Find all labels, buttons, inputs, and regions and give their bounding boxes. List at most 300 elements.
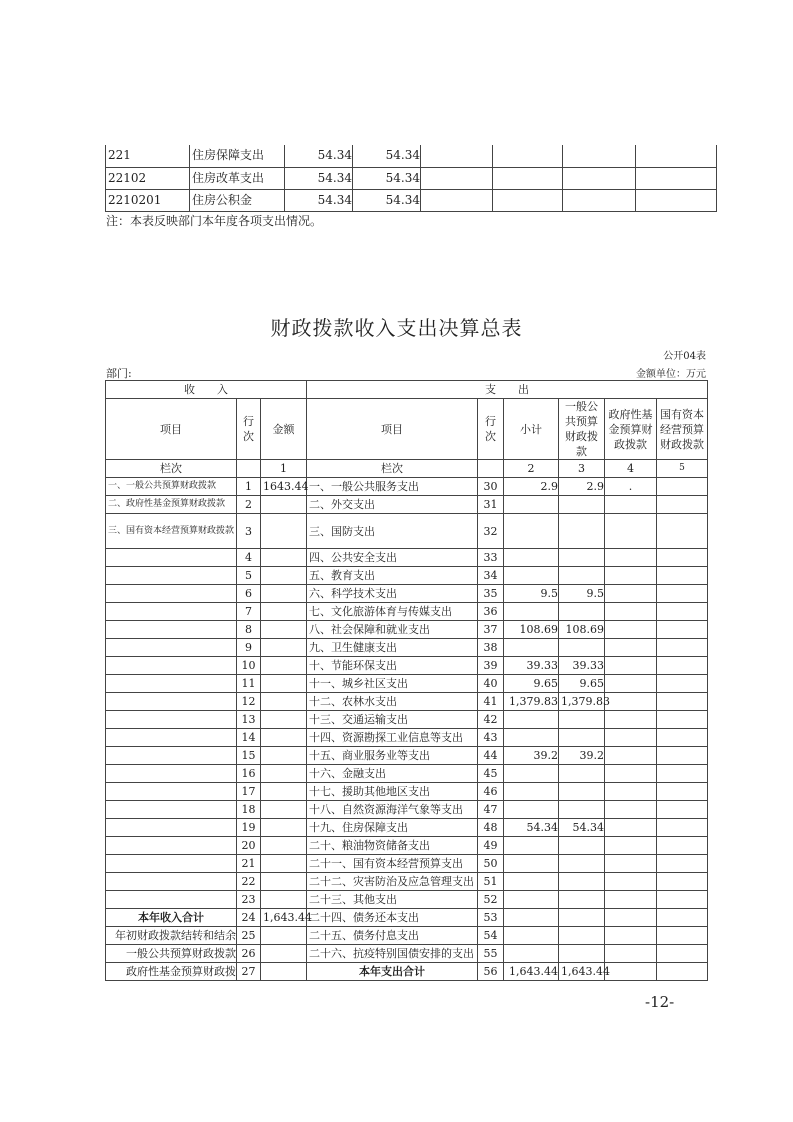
general-budget-value xyxy=(559,945,605,963)
income-item xyxy=(106,585,237,603)
general-budget-value: 108.69 xyxy=(559,621,605,639)
expense-item: 九、卫生健康支出 xyxy=(307,639,478,657)
empty-cell xyxy=(636,167,717,189)
general-budget-value xyxy=(559,711,605,729)
expense-line-no: 44 xyxy=(478,747,504,765)
state-capital-value xyxy=(657,549,708,567)
general-budget-value xyxy=(559,765,605,783)
table-row xyxy=(106,567,708,585)
table-note: 注：本表反映部门本年度各项支出情况。 xyxy=(106,214,323,228)
income-amount xyxy=(261,729,307,747)
table-row xyxy=(106,963,708,981)
income-line-no: 13 xyxy=(237,711,261,729)
gov-fund-header: 政府性基金预算财政拨款 xyxy=(605,399,657,460)
expense-item: 十二、农林水支出 xyxy=(307,693,478,711)
income-line-no: 11 xyxy=(237,675,261,693)
income-amount xyxy=(261,891,307,909)
expense-item: 十六、金融支出 xyxy=(307,765,478,783)
col-3: 3 xyxy=(559,460,605,478)
subtotal-header: 小计 xyxy=(504,399,559,460)
general-budget-value xyxy=(559,729,605,747)
general-budget-value: 2.9 xyxy=(559,478,605,496)
income-col-label: 栏次 xyxy=(106,460,237,478)
income-amount xyxy=(261,567,307,585)
expense-line-no: 50 xyxy=(478,855,504,873)
gov-fund-value xyxy=(605,657,657,675)
subtotal-value xyxy=(504,945,559,963)
table-row xyxy=(106,783,708,801)
empty-cell xyxy=(421,167,493,189)
state-capital-value xyxy=(657,514,708,549)
subtotal-value xyxy=(504,765,559,783)
empty-cell xyxy=(563,145,636,167)
subtotal-value xyxy=(504,603,559,621)
subtotal-value xyxy=(504,514,559,549)
item-code: 2210201 xyxy=(106,189,190,211)
table-row xyxy=(106,891,708,909)
income-line-no: 6 xyxy=(237,585,261,603)
expense-item: 七、文化旅游体育与传媒支出 xyxy=(307,603,478,621)
state-capital-value xyxy=(657,729,708,747)
income-item xyxy=(106,729,237,747)
table-row xyxy=(106,819,708,837)
table-row xyxy=(106,747,708,765)
table-row xyxy=(106,657,708,675)
subtotal-value xyxy=(504,729,559,747)
col-4: 4 xyxy=(605,460,657,478)
amount-total: 54.34 xyxy=(285,167,353,189)
state-capital-value xyxy=(657,478,708,496)
general-budget-value xyxy=(559,496,605,514)
subtotal-value: 1,379.83 xyxy=(504,693,559,711)
general-budget-value: 9.65 xyxy=(559,675,605,693)
subtotal-value xyxy=(504,549,559,567)
subtotal-value: 1,643.44 xyxy=(504,963,559,981)
income-item xyxy=(106,603,237,621)
general-budget-value xyxy=(559,549,605,567)
income-amount xyxy=(261,927,307,945)
expense-item: 十三、交通运输支出 xyxy=(307,711,478,729)
income-amount xyxy=(261,855,307,873)
income-item: 政府性基金预算财政拨 xyxy=(106,963,237,981)
expense-line-no: 34 xyxy=(478,567,504,585)
expense-line-no: 49 xyxy=(478,837,504,855)
amount-basic: 54.34 xyxy=(353,167,421,189)
subtotal-value xyxy=(504,496,559,514)
income-line-no: 5 xyxy=(237,567,261,585)
income-item: 一般公共预算财政拨款 xyxy=(106,945,237,963)
subtotal-value: 2.9 xyxy=(504,478,559,496)
income-amount: 1643.44 xyxy=(261,478,307,496)
subtotal-value: 39.2 xyxy=(504,747,559,765)
expense-line-no: 35 xyxy=(478,585,504,603)
gov-fund-value xyxy=(605,621,657,639)
subtotal-value xyxy=(504,783,559,801)
expense-line-no: 55 xyxy=(478,945,504,963)
income-item xyxy=(106,567,237,585)
subtotal-value: 9.65 xyxy=(504,675,559,693)
expense-item: 十九、住房保障支出 xyxy=(307,819,478,837)
table-row xyxy=(106,801,708,819)
income-line-no: 7 xyxy=(237,603,261,621)
gov-fund-value xyxy=(605,963,657,981)
general-budget-value: 1,643.44 xyxy=(559,963,605,981)
gov-fund-value xyxy=(605,891,657,909)
item-code: 221 xyxy=(106,145,190,167)
gov-fund-value xyxy=(605,837,657,855)
expense-item: 六、科学技术支出 xyxy=(307,585,478,603)
income-amount xyxy=(261,549,307,567)
income-item-header: 项目 xyxy=(106,399,237,460)
income-amount xyxy=(261,963,307,981)
general-budget-value: 54.34 xyxy=(559,819,605,837)
income-amount-header: 金额 xyxy=(261,399,307,460)
income-amount xyxy=(261,801,307,819)
col-1: 1 xyxy=(261,460,307,478)
state-capital-value xyxy=(657,909,708,927)
income-item xyxy=(106,711,237,729)
table-row xyxy=(106,945,708,963)
state-capital-header: 国有资本经营预算财政拨款 xyxy=(657,399,708,460)
income-line-no: 15 xyxy=(237,747,261,765)
gov-fund-value xyxy=(605,514,657,549)
income-item xyxy=(106,891,237,909)
header-row-columns xyxy=(106,399,708,460)
empty-cell xyxy=(421,189,493,211)
income-item xyxy=(106,549,237,567)
expense-item: 二十三、其他支出 xyxy=(307,891,478,909)
income-amount xyxy=(261,873,307,891)
income-line-no: 27 xyxy=(237,963,261,981)
table-row xyxy=(106,711,708,729)
expense-line-no: 54 xyxy=(478,927,504,945)
income-amount xyxy=(261,657,307,675)
general-budget-value xyxy=(559,567,605,585)
gov-fund-value xyxy=(605,693,657,711)
empty-cell xyxy=(493,145,563,167)
expense-line-no: 48 xyxy=(478,819,504,837)
subtotal-value xyxy=(504,567,559,585)
expense-item: 三、国防支出 xyxy=(307,514,478,549)
empty-cell xyxy=(636,189,717,211)
expense-item: 十一、城乡社区支出 xyxy=(307,675,478,693)
income-item xyxy=(106,675,237,693)
expense-item: 十五、商业服务业等支出 xyxy=(307,747,478,765)
subtotal-value xyxy=(504,909,559,927)
empty-cell xyxy=(478,460,504,478)
subtotal-value xyxy=(504,711,559,729)
table-row xyxy=(106,837,708,855)
income-line-no: 24 xyxy=(237,909,261,927)
table-row xyxy=(106,189,717,211)
income-item xyxy=(106,837,237,855)
expense-item: 八、社会保障和就业支出 xyxy=(307,621,478,639)
amount-basic: 54.34 xyxy=(353,189,421,211)
general-budget-value xyxy=(559,837,605,855)
gov-fund-value: . xyxy=(605,478,657,496)
income-line-no: 2 xyxy=(237,496,261,514)
state-capital-value xyxy=(657,711,708,729)
expense-line-no-header: 行次 xyxy=(478,399,504,460)
expense-line-no: 32 xyxy=(478,514,504,549)
subtotal-value: 54.34 xyxy=(504,819,559,837)
gov-fund-value xyxy=(605,549,657,567)
income-line-no: 20 xyxy=(237,837,261,855)
income-amount xyxy=(261,675,307,693)
income-item xyxy=(106,693,237,711)
expense-line-no: 33 xyxy=(478,549,504,567)
state-capital-value xyxy=(657,567,708,585)
subtotal-value xyxy=(504,891,559,909)
table-row xyxy=(106,514,708,549)
income-line-no: 8 xyxy=(237,621,261,639)
income-item xyxy=(106,783,237,801)
income-item xyxy=(106,819,237,837)
expense-item: 十七、援助其他地区支出 xyxy=(307,783,478,801)
income-line-no: 10 xyxy=(237,657,261,675)
income-header: 收 入 xyxy=(106,381,307,399)
income-line-no: 23 xyxy=(237,891,261,909)
table-row xyxy=(106,873,708,891)
expense-line-no: 46 xyxy=(478,783,504,801)
empty-cell xyxy=(493,167,563,189)
expense-line-no: 56 xyxy=(478,963,504,981)
income-item xyxy=(106,855,237,873)
empty-cell xyxy=(237,460,261,478)
state-capital-value xyxy=(657,945,708,963)
expense-line-no: 31 xyxy=(478,496,504,514)
state-capital-value xyxy=(657,621,708,639)
state-capital-value xyxy=(657,963,708,981)
table-row xyxy=(106,549,708,567)
state-capital-value xyxy=(657,585,708,603)
income-amount xyxy=(261,496,307,514)
table-row xyxy=(106,167,717,189)
expense-item: 十、节能环保支出 xyxy=(307,657,478,675)
gov-fund-value xyxy=(605,711,657,729)
income-item: 三、国有资本经营预算财政拨款 xyxy=(106,514,237,549)
general-budget-value: 39.2 xyxy=(559,747,605,765)
expense-line-no: 52 xyxy=(478,891,504,909)
general-budget-value xyxy=(559,909,605,927)
income-amount xyxy=(261,783,307,801)
income-amount: 1,643.44 xyxy=(261,909,307,927)
general-budget-value: 1,379.83 xyxy=(559,693,605,711)
expense-item: 二十四、债务还本支出 xyxy=(307,909,478,927)
expense-item: 五、教育支出 xyxy=(307,567,478,585)
table-row xyxy=(106,603,708,621)
income-item: 二、政府性基金预算财政拨款 xyxy=(106,496,237,514)
state-capital-value xyxy=(657,837,708,855)
expense-line-no: 51 xyxy=(478,873,504,891)
income-line-no: 14 xyxy=(237,729,261,747)
income-line-no: 9 xyxy=(237,639,261,657)
expense-item: 二十二、灾害防治及应急管理支出 xyxy=(307,873,478,891)
state-capital-value xyxy=(657,765,708,783)
gov-fund-value xyxy=(605,909,657,927)
expense-item-header: 项目 xyxy=(307,399,478,460)
gov-fund-value xyxy=(605,801,657,819)
gov-fund-value xyxy=(605,819,657,837)
general-budget-value xyxy=(559,783,605,801)
col-2: 2 xyxy=(504,460,559,478)
general-budget-value xyxy=(559,801,605,819)
income-amount xyxy=(261,693,307,711)
income-amount xyxy=(261,603,307,621)
expense-item: 二十五、债务付息支出 xyxy=(307,927,478,945)
subtotal-value xyxy=(504,837,559,855)
table-row xyxy=(106,639,708,657)
income-item xyxy=(106,747,237,765)
income-amount xyxy=(261,837,307,855)
table-row xyxy=(106,909,708,927)
income-line-no: 19 xyxy=(237,819,261,837)
income-item xyxy=(106,873,237,891)
income-item xyxy=(106,621,237,639)
general-budget-value xyxy=(559,603,605,621)
expense-item: 本年支出合计 xyxy=(307,963,478,981)
income-item: 年初财政拨款结转和结余 xyxy=(106,927,237,945)
table-row xyxy=(106,927,708,945)
income-amount xyxy=(261,819,307,837)
gov-fund-value xyxy=(605,945,657,963)
item-code: 22102 xyxy=(106,167,190,189)
general-budget-header: 一般公共预算财政拨款 xyxy=(559,399,605,460)
amount-total: 54.34 xyxy=(285,145,353,167)
table-row xyxy=(106,496,708,514)
subtotal-value: 108.69 xyxy=(504,621,559,639)
gov-fund-value xyxy=(605,927,657,945)
state-capital-value xyxy=(657,657,708,675)
income-item: 本年收入合计 xyxy=(106,909,237,927)
empty-cell xyxy=(421,145,493,167)
table-row xyxy=(106,675,708,693)
expense-line-no: 38 xyxy=(478,639,504,657)
state-capital-value xyxy=(657,639,708,657)
gov-fund-value xyxy=(605,855,657,873)
expense-line-no: 42 xyxy=(478,711,504,729)
general-budget-value xyxy=(559,927,605,945)
expense-line-no: 45 xyxy=(478,765,504,783)
col-5: 5 xyxy=(657,460,708,478)
expense-item: 一、一般公共服务支出 xyxy=(307,478,478,496)
table-row xyxy=(106,585,708,603)
income-amount xyxy=(261,747,307,765)
amount-total: 54.34 xyxy=(285,189,353,211)
amount-basic: 54.34 xyxy=(353,145,421,167)
expense-line-no: 40 xyxy=(478,675,504,693)
state-capital-value xyxy=(657,783,708,801)
expense-line-no: 37 xyxy=(478,621,504,639)
state-capital-value xyxy=(657,693,708,711)
general-budget-value xyxy=(559,514,605,549)
table-row xyxy=(106,621,708,639)
general-budget-value: 9.5 xyxy=(559,585,605,603)
income-amount xyxy=(261,639,307,657)
state-capital-value xyxy=(657,496,708,514)
income-item xyxy=(106,657,237,675)
general-budget-value xyxy=(559,639,605,657)
expense-line-no: 41 xyxy=(478,693,504,711)
income-item xyxy=(106,765,237,783)
state-capital-value xyxy=(657,891,708,909)
gov-fund-value xyxy=(605,496,657,514)
item-name: 住房公积金 xyxy=(190,189,285,211)
state-capital-value xyxy=(657,747,708,765)
expense-item: 十八、自然资源海洋气象等支出 xyxy=(307,801,478,819)
gov-fund-value xyxy=(605,567,657,585)
empty-cell xyxy=(636,145,717,167)
subtotal-value xyxy=(504,873,559,891)
general-budget-value xyxy=(559,891,605,909)
expense-header: 支 出 xyxy=(307,381,708,399)
subtotal-value xyxy=(504,855,559,873)
income-line-no: 3 xyxy=(237,514,261,549)
income-amount xyxy=(261,514,307,549)
income-line-no: 1 xyxy=(237,478,261,496)
income-line-no: 17 xyxy=(237,783,261,801)
state-capital-value xyxy=(657,927,708,945)
expense-item: 四、公共安全支出 xyxy=(307,549,478,567)
state-capital-value xyxy=(657,675,708,693)
general-budget-value: 39.33 xyxy=(559,657,605,675)
income-item xyxy=(106,639,237,657)
subtotal-value xyxy=(504,927,559,945)
state-capital-value xyxy=(657,603,708,621)
expense-col-label: 栏次 xyxy=(307,460,478,478)
state-capital-value xyxy=(657,855,708,873)
state-capital-value xyxy=(657,873,708,891)
empty-cell xyxy=(493,189,563,211)
expense-item: 二、外交支出 xyxy=(307,496,478,514)
page-title: 财政拨款收入支出决算总表 xyxy=(270,316,523,340)
expense-item: 十四、资源勘探工业信息等支出 xyxy=(307,729,478,747)
expense-line-no: 30 xyxy=(478,478,504,496)
department-label: 部门: xyxy=(106,367,132,380)
empty-cell xyxy=(563,167,636,189)
income-line-no: 25 xyxy=(237,927,261,945)
income-item xyxy=(106,801,237,819)
gov-fund-value xyxy=(605,639,657,657)
page-number: -12- xyxy=(645,993,675,1011)
expense-line-no: 36 xyxy=(478,603,504,621)
income-line-no: 18 xyxy=(237,801,261,819)
income-line-no: 16 xyxy=(237,765,261,783)
expense-item: 二十六、抗疫特别国债安排的支出 xyxy=(307,945,478,963)
previous-expenditure-table xyxy=(105,145,717,212)
expense-item: 二十一、国有资本经营预算支出 xyxy=(307,855,478,873)
expense-line-no: 53 xyxy=(478,909,504,927)
income-amount xyxy=(261,585,307,603)
general-budget-value xyxy=(559,855,605,873)
table-row xyxy=(106,855,708,873)
income-line-no: 26 xyxy=(237,945,261,963)
gov-fund-value xyxy=(605,783,657,801)
subtotal-value: 9.5 xyxy=(504,585,559,603)
income-line-no: 22 xyxy=(237,873,261,891)
expense-line-no: 43 xyxy=(478,729,504,747)
income-line-no: 4 xyxy=(237,549,261,567)
income-amount xyxy=(261,945,307,963)
table-row xyxy=(106,693,708,711)
gov-fund-value xyxy=(605,585,657,603)
expense-item: 二十、粮油物资储备支出 xyxy=(307,837,478,855)
income-line-no: 12 xyxy=(237,693,261,711)
income-item: 一、一般公共预算财政拨款 xyxy=(106,478,237,496)
header-row-sections xyxy=(106,381,708,399)
income-amount xyxy=(261,711,307,729)
unit-label: 金额单位：万元 xyxy=(636,369,706,380)
